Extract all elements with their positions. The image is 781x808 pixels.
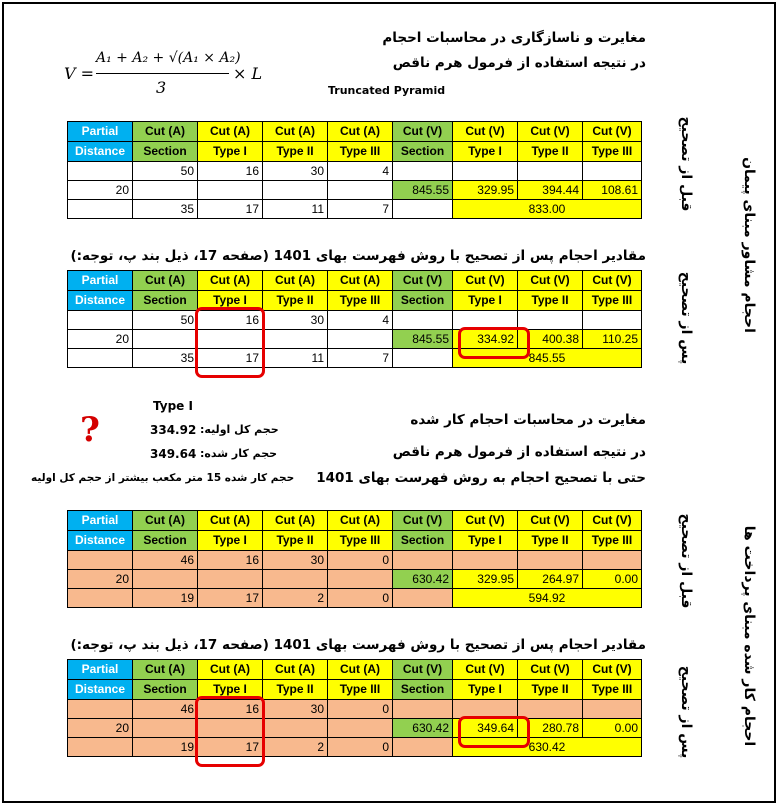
hdr-type-3: Type III xyxy=(583,291,642,311)
total-cell: 845.55 xyxy=(453,349,642,368)
cell: 20 xyxy=(68,719,133,738)
cell xyxy=(518,700,583,719)
cell: 30 xyxy=(263,311,328,330)
cell xyxy=(198,570,263,589)
cell xyxy=(453,162,518,181)
hdr-cut-v: Cut (V) xyxy=(393,511,453,531)
cell: 0.00 xyxy=(583,719,642,738)
hdr-cut-v: Cut (V) xyxy=(453,511,518,531)
cell xyxy=(328,181,393,200)
volume-table-1 xyxy=(67,121,642,219)
highlight-box xyxy=(458,327,530,359)
cell xyxy=(263,570,328,589)
side-label-before-2: قبل از تصحیح xyxy=(678,513,694,609)
hdr-cut-a: Cut (A) xyxy=(133,660,198,680)
cell: 16 xyxy=(198,311,263,330)
question-mark-icon: ? xyxy=(80,410,100,450)
cell xyxy=(393,700,453,719)
volume-table-3 xyxy=(67,510,642,608)
formula-caption: Truncated Pyramid xyxy=(328,84,446,97)
cell xyxy=(583,551,642,570)
total-cell: 833.00 xyxy=(453,200,642,219)
side-label-after-1: پس از تصحیح xyxy=(678,271,694,365)
hdr-cut-a: Cut (A) xyxy=(133,122,198,142)
cell: 11 xyxy=(263,349,328,368)
cell xyxy=(68,200,133,219)
heading-1-line-1: مغایرت و ناسازگاری در محاسبات احجام xyxy=(382,30,646,46)
formula-lhs: V = xyxy=(64,64,95,83)
cell: 30 xyxy=(263,700,328,719)
cell xyxy=(133,330,198,349)
cell: 2 xyxy=(263,738,328,757)
hdr-cut-v: Cut (V) xyxy=(518,511,583,531)
cell: 50 xyxy=(133,311,198,330)
cell xyxy=(328,330,393,349)
cell xyxy=(68,349,133,368)
cell: 0 xyxy=(328,738,393,757)
hdr-type-1: Type I xyxy=(453,680,518,700)
cell: 46 xyxy=(133,551,198,570)
cell: 20 xyxy=(68,570,133,589)
formula-numerator: A₁ + A₂ + √(A₁ × A₂) xyxy=(96,50,241,66)
hdr-cut-v: Cut (V) xyxy=(453,271,518,291)
heading-1-line-2: در نتیجه استفاده از فرمول هرم ناقص xyxy=(392,55,646,71)
cell: 50 xyxy=(133,162,198,181)
cell: 334.92 xyxy=(453,330,518,349)
cell: 7 xyxy=(328,200,393,219)
cell: 0 xyxy=(328,589,393,608)
hdr-type-2: Type II xyxy=(518,531,583,551)
hdr-type-3: Type III xyxy=(583,531,642,551)
side-label-after-2: پس از تصحیح xyxy=(678,665,694,759)
hdr-type-2: Type II xyxy=(518,680,583,700)
hdr-cut-a: Cut (A) xyxy=(198,122,263,142)
cell: 329.95 xyxy=(453,570,518,589)
hdr-cut-a: Cut (A) xyxy=(133,271,198,291)
cell xyxy=(133,719,198,738)
cell: 17 xyxy=(198,738,263,757)
highlight-box xyxy=(458,716,530,748)
hdr-section: Section xyxy=(393,680,453,700)
cell: 394.44 xyxy=(518,181,583,200)
cell xyxy=(393,162,453,181)
cell: 17 xyxy=(198,200,263,219)
cell xyxy=(263,181,328,200)
hdr-cut-a: Cut (A) xyxy=(263,511,328,531)
note-initial-value: 334.92 xyxy=(150,423,197,437)
hdr-cut-v: Cut (V) xyxy=(393,122,453,142)
cell xyxy=(68,311,133,330)
hdr-cut-v: Cut (V) xyxy=(518,660,583,680)
hdr-type-1: Type I xyxy=(198,291,263,311)
cell xyxy=(393,200,453,219)
cell xyxy=(518,551,583,570)
hdr-cut-a: Cut (A) xyxy=(328,511,393,531)
cell: 35 xyxy=(133,349,198,368)
cell: 19 xyxy=(133,589,198,608)
hdr-type-2: Type II xyxy=(263,142,328,162)
hdr-cut-v: Cut (V) xyxy=(393,660,453,680)
hdr-type-1: Type I xyxy=(198,142,263,162)
hdr-type-2: Type II xyxy=(518,291,583,311)
hdr-cut-a: Cut (A) xyxy=(263,122,328,142)
hdr-cut-a: Cut (A) xyxy=(198,511,263,531)
cell: 845.55 xyxy=(393,181,453,200)
hdr-type-3: Type III xyxy=(328,531,393,551)
hdr-section: Section xyxy=(133,291,198,311)
cell xyxy=(68,162,133,181)
formula-denominator: 3 xyxy=(156,78,167,97)
hdr-section: Section xyxy=(133,531,198,551)
formula-times-l: × L xyxy=(233,64,263,83)
cell: 30 xyxy=(263,162,328,181)
heading-4: مقادیر احجام پس از تصحیح با روش فهرست بهای 1401 (صفحه 17، ذیل بند پ، توجه:) xyxy=(70,637,646,653)
note-type-label: Type I xyxy=(153,399,193,413)
hdr-cut-a: Cut (A) xyxy=(133,511,198,531)
cell: 11 xyxy=(263,200,328,219)
cell xyxy=(393,349,453,368)
highlight-box xyxy=(195,307,265,378)
hdr-type-3: Type III xyxy=(328,291,393,311)
cell xyxy=(133,181,198,200)
hdr-type-3: Type III xyxy=(583,142,642,162)
hdr-cut-v: Cut (V) xyxy=(453,122,518,142)
heading-3-line-1: مغایرت در محاسبات احجام کار شده xyxy=(410,412,646,428)
volume-table-4 xyxy=(67,659,642,757)
heading-2: مقادیر احجام پس از تصحیح با روش فهرست بهای 1401 (صفحه 17، ذیل بند پ، توجه:) xyxy=(70,248,646,264)
hdr-partial: Partial xyxy=(68,660,133,680)
hdr-cut-a: Cut (A) xyxy=(263,271,328,291)
cell: 0 xyxy=(328,700,393,719)
hdr-type-3: Type III xyxy=(328,142,393,162)
side-label-before-1: قبل از تصحیح xyxy=(678,116,694,212)
hdr-partial: Partial xyxy=(68,511,133,531)
cell: 20 xyxy=(68,181,133,200)
cell xyxy=(68,589,133,608)
cell: 0.00 xyxy=(583,570,642,589)
hdr-partial: Partial xyxy=(68,122,133,142)
cell: 35 xyxy=(133,200,198,219)
hdr-section: Section xyxy=(133,142,198,162)
hdr-cut-a: Cut (A) xyxy=(328,660,393,680)
hdr-section: Section xyxy=(393,142,453,162)
hdr-cut-v: Cut (V) xyxy=(583,511,642,531)
cell: 16 xyxy=(198,551,263,570)
hdr-type-3: Type III xyxy=(328,680,393,700)
hdr-cut-a: Cut (A) xyxy=(328,122,393,142)
note-initial-label: حجم کل اولیه: xyxy=(200,423,279,436)
cell xyxy=(393,311,453,330)
cell xyxy=(328,570,393,589)
side-label-group-2: احجام کار شده مبنای پرداخت ها xyxy=(741,525,757,747)
hdr-type-1: Type I xyxy=(198,531,263,551)
formula-fraction-bar xyxy=(96,73,229,74)
hdr-cut-a: Cut (A) xyxy=(198,271,263,291)
cell: 110.25 xyxy=(583,330,642,349)
cell: 0 xyxy=(328,551,393,570)
cell xyxy=(393,551,453,570)
cell: 630.42 xyxy=(393,719,453,738)
cell: 20 xyxy=(68,330,133,349)
hdr-type-1: Type I xyxy=(198,680,263,700)
cell: 17 xyxy=(198,589,263,608)
cell: 108.61 xyxy=(583,181,642,200)
hdr-distance: Distance xyxy=(68,531,133,551)
cell xyxy=(583,311,642,330)
hdr-type-3: Type III xyxy=(583,680,642,700)
cell xyxy=(393,738,453,757)
total-cell: 594.92 xyxy=(453,589,642,608)
cell xyxy=(198,181,263,200)
hdr-cut-v: Cut (V) xyxy=(583,271,642,291)
note-done-label: حجم کار شده: xyxy=(200,447,278,460)
hdr-section: Section xyxy=(133,680,198,700)
cell xyxy=(68,700,133,719)
cell xyxy=(453,551,518,570)
cell xyxy=(518,311,583,330)
heading-3-line-2: در نتیجه استفاده از فرمول هرم ناقص xyxy=(392,444,646,460)
cell: 2 xyxy=(263,589,328,608)
cell xyxy=(328,719,393,738)
cell xyxy=(68,738,133,757)
cell: 46 xyxy=(133,700,198,719)
hdr-cut-v: Cut (V) xyxy=(518,122,583,142)
cell: 630.42 xyxy=(393,570,453,589)
cell: 845.55 xyxy=(393,330,453,349)
cell: 4 xyxy=(328,311,393,330)
hdr-cut-v: Cut (V) xyxy=(583,660,642,680)
hdr-section: Section xyxy=(393,531,453,551)
cell: 4 xyxy=(328,162,393,181)
cell: 16 xyxy=(198,162,263,181)
cell xyxy=(393,589,453,608)
total-cell: 630.42 xyxy=(453,738,642,757)
cell: 17 xyxy=(198,349,263,368)
hdr-distance: Distance xyxy=(68,142,133,162)
hdr-cut-v: Cut (V) xyxy=(583,122,642,142)
hdr-type-2: Type II xyxy=(263,531,328,551)
hdr-type-1: Type I xyxy=(453,291,518,311)
hdr-cut-v: Cut (V) xyxy=(393,271,453,291)
cell xyxy=(518,162,583,181)
heading-3-line-3: حتی با تصحیح احجام به روش فهرست بهای 1401 xyxy=(316,470,646,486)
hdr-cut-a: Cut (A) xyxy=(263,660,328,680)
hdr-cut-a: Cut (A) xyxy=(198,660,263,680)
hdr-type-2: Type II xyxy=(263,680,328,700)
cell xyxy=(583,700,642,719)
cell: 329.95 xyxy=(453,181,518,200)
cell: 400.38 xyxy=(518,330,583,349)
cell: 30 xyxy=(263,551,328,570)
hdr-partial: Partial xyxy=(68,271,133,291)
cell: 264.97 xyxy=(518,570,583,589)
hdr-section: Section xyxy=(393,291,453,311)
cell: 7 xyxy=(328,349,393,368)
hdr-type-1: Type I xyxy=(453,531,518,551)
note-remark: حجم کار شده 15 متر مکعب بیشتر از حجم کل اولیه xyxy=(31,472,295,484)
cell xyxy=(583,162,642,181)
hdr-distance: Distance xyxy=(68,291,133,311)
cell: 19 xyxy=(133,738,198,757)
note-done-value: 349.64 xyxy=(150,447,197,461)
side-label-group-1: احجام مشاور مبنای پیمان xyxy=(741,157,757,333)
cell xyxy=(263,719,328,738)
cell: 16 xyxy=(198,700,263,719)
cell xyxy=(133,570,198,589)
hdr-cut-v: Cut (V) xyxy=(518,271,583,291)
hdr-type-2: Type II xyxy=(263,291,328,311)
highlight-box xyxy=(195,696,265,767)
cell: 280.78 xyxy=(518,719,583,738)
volume-table-2 xyxy=(67,270,642,368)
hdr-cut-a: Cut (A) xyxy=(328,271,393,291)
hdr-distance: Distance xyxy=(68,680,133,700)
hdr-type-1: Type I xyxy=(453,142,518,162)
cell xyxy=(68,551,133,570)
hdr-cut-v: Cut (V) xyxy=(453,660,518,680)
hdr-type-2: Type II xyxy=(518,142,583,162)
cell xyxy=(263,330,328,349)
cell: 349.64 xyxy=(453,719,518,738)
